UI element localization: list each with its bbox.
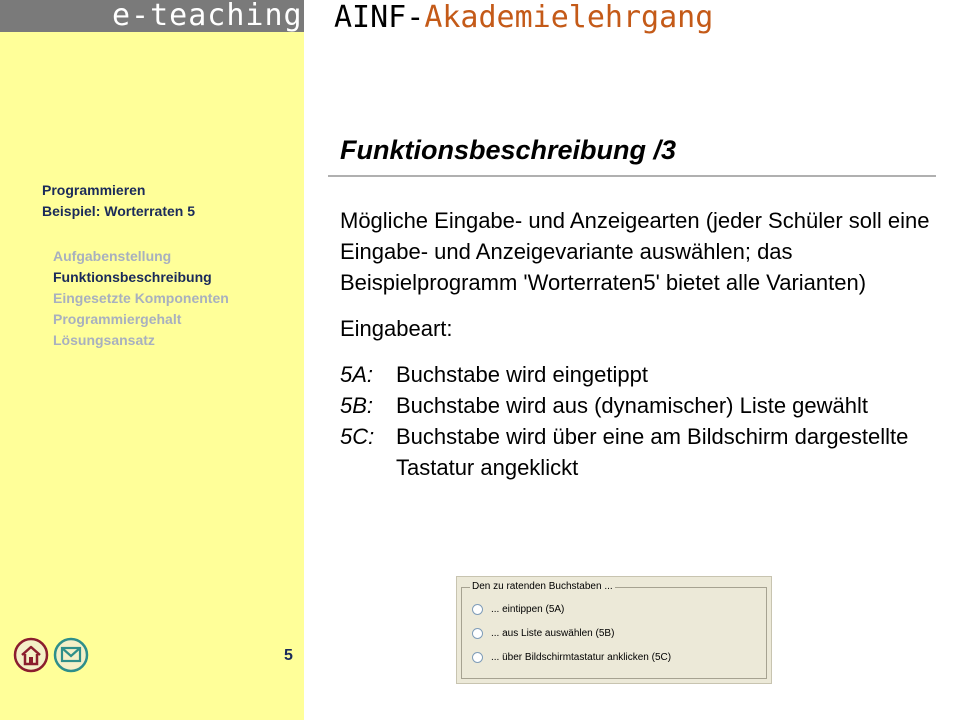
option-text: Buchstabe wird eingetippt bbox=[396, 362, 648, 387]
groupbox-title: Den zu ratenden Buchstaben ... bbox=[472, 581, 613, 592]
app-title-main: Akademielehrgang bbox=[424, 0, 714, 35]
mail-icon bbox=[52, 636, 90, 674]
radio-label: ... über Bildschirmtastatur anklicken (5C) bbox=[491, 652, 672, 663]
home-icon bbox=[12, 636, 50, 674]
radio-button[interactable] bbox=[472, 652, 483, 663]
brand-logo-text: e-teaching bbox=[112, 0, 303, 33]
section-subtitle: Beispiel: Worterraten 5 bbox=[42, 203, 196, 219]
radio-button[interactable] bbox=[472, 628, 483, 639]
brand-bar bbox=[0, 0, 304, 32]
app-title-prefix: AINF- bbox=[334, 0, 425, 35]
option-item bbox=[340, 390, 940, 421]
radio-eintippen[interactable] bbox=[472, 604, 564, 615]
nav-item-eingesetzte-komponenten[interactable]: Eingesetzte Komponenten bbox=[53, 290, 229, 306]
option-item bbox=[340, 421, 940, 483]
section-title: Programmieren bbox=[42, 182, 146, 198]
sidebar bbox=[0, 0, 304, 720]
mail-button[interactable] bbox=[52, 636, 90, 674]
section-heading bbox=[42, 180, 195, 222]
input-mode-dialog bbox=[456, 576, 772, 684]
app-title bbox=[334, 0, 713, 38]
slide-body bbox=[340, 205, 940, 483]
home-button[interactable] bbox=[12, 636, 50, 674]
nav-item-funktionsbeschreibung[interactable]: Funktionsbeschreibung bbox=[53, 269, 212, 285]
nav-item-aufgabenstellung[interactable]: Aufgabenstellung bbox=[53, 248, 172, 264]
slide-title: Funktionsbeschreibung /3 bbox=[340, 135, 677, 165]
input-mode-groupbox bbox=[461, 581, 767, 679]
page-number: 5 bbox=[284, 647, 293, 664]
intro-text: Mögliche Eingabe- und Anzeigearten (jeder Schüler soll eine Eingabe- und Anzeigevariante auswählen; das Beispielprogramm 'Worterraten5' bietet alle Varianten) bbox=[340, 208, 930, 295]
radio-bildschirmtastatur[interactable] bbox=[472, 652, 671, 663]
option-code: 5B: bbox=[340, 393, 374, 418]
radio-label: ... aus Liste auswählen (5B) bbox=[491, 628, 615, 639]
radio-liste[interactable] bbox=[472, 628, 614, 639]
option-code: 5C: bbox=[340, 424, 375, 449]
radio-label: ... eintippen (5A) bbox=[491, 604, 565, 615]
option-item bbox=[340, 359, 940, 390]
nav-item-loesungsansatz[interactable]: Lösungsansatz bbox=[53, 332, 155, 348]
option-text: Buchstabe wird aus (dynamischer) Liste gewählt bbox=[396, 393, 869, 418]
nav-item-programmiergehalt[interactable]: Programmiergehalt bbox=[53, 311, 182, 327]
sidebar-nav bbox=[53, 246, 229, 351]
radio-button[interactable] bbox=[472, 604, 483, 615]
options-list bbox=[340, 359, 940, 483]
option-text: Buchstabe wird über eine am Bildschirm dargestellte Tastatur angeklickt bbox=[396, 424, 909, 480]
option-code: 5A: bbox=[340, 362, 374, 387]
subheading: Eingabeart: bbox=[340, 316, 453, 341]
title-divider bbox=[328, 175, 936, 177]
